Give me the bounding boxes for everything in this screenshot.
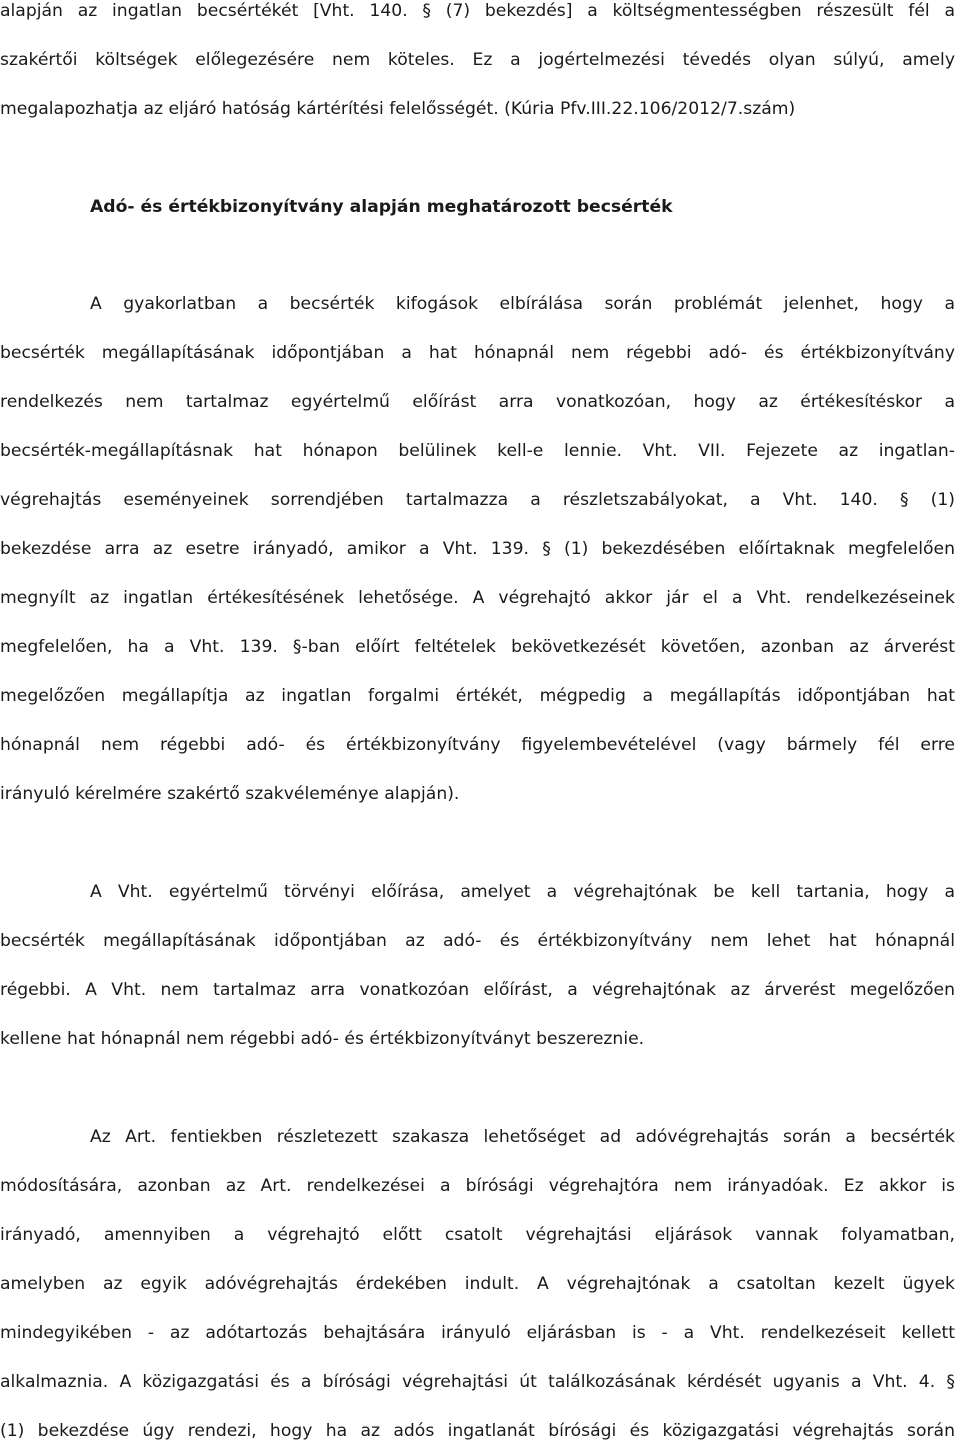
paragraph1-line: megelőzően megállapítja az ingatlan forgalmi értékét, mégpedig a megállapítás időpontjában hat — [0, 686, 955, 706]
paragraph3-line: amelyben az egyik adóvégrehajtás érdekében indult. A végrehajtónak a csatoltan kezelt ügyek — [0, 1274, 955, 1294]
paragraph2-line: kellene hat hónapnál nem régebbi adó- és értékbizonyítványt beszereznie. — [0, 1029, 645, 1049]
paragraph3-line: Az Art. fentiekben részletezett szakasza lehetőséget ad adóvégrehajtás során a becsérték — [90, 1127, 955, 1147]
paragraph1-line: becsérték-megállapításnak hat hónapon belülinek kell-e lennie. Vht. VII. Fejezete az ingatlan- — [0, 441, 955, 461]
paragraph3-line: (1) bekezdése úgy rendezi, hogy ha az adós ingatlanát bírósági és közigazgatási végrehajtás során — [0, 1421, 955, 1441]
section-heading: Adó- és értékbizonyítvány alapján meghatározott becsérték — [90, 197, 673, 217]
paragraph1-line: A gyakorlatban a becsérték kifogások elbírálása során problémát jelenhet, hogy a — [90, 294, 955, 314]
paragraph2-line: becsérték megállapításának időpontjában az adó- és értékbizonyítvány nem lehet hat hónapnál — [0, 931, 955, 951]
paragraph1-line: irányuló kérelmére szakértő szakvéleménye alapján). — [0, 784, 460, 804]
paragraph3-line: alkalmaznia. A közigazgatási és a bírósági végrehajtási út találkozásának kérdését ugyanis a Vht. 4. § — [0, 1372, 955, 1392]
intro-line: megalapozhatja az eljáró hatóság kártérítési felelősségét. (Kúria Pfv.III.22.106/2012/7.szám) — [0, 99, 796, 119]
paragraph1-line: becsérték megállapításának időpontjában a hat hónapnál nem régebbi adó- és értékbizonyítvány — [0, 343, 955, 363]
paragraph1-line: megfelelően, ha a Vht. 139. §-ban előírt feltételek bekövetkezését követően, azonban az árverést — [0, 637, 955, 657]
paragraph1-line: rendelkezés nem tartalmaz egyértelmű előírást arra vonatkozóan, hogy az értékesítéskor a — [0, 392, 955, 412]
intro-line: szakértői költségek előlegezésére nem köteles. Ez a jogértelmezési tévedés olyan súlyú, amely — [0, 50, 955, 70]
paragraph1-line: bekezdése arra az esetre irányadó, amikor a Vht. 139. § (1) bekezdésében előírtaknak megfelelően — [0, 539, 955, 559]
paragraph1-line: végrehajtás eseményeinek sorrendjében tartalmazza a részletszabályokat, a Vht. 140. § (1) — [0, 490, 955, 510]
intro-line: alapján az ingatlan becsértékét [Vht. 140. § (7) bekezdés] a költségmentességben részesült fél a — [0, 1, 955, 21]
paragraph1-line: hónapnál nem régebbi adó- és értékbizonyítvány figyelembevételével (vagy bármely fél erre — [0, 735, 955, 755]
paragraph1-line: megnyílt az ingatlan értékesítésének lehetősége. A végrehajtó akkor jár el a Vht. rendelkezéseinek — [0, 588, 955, 608]
paragraph3-line: mindegyikében - az adótartozás behajtására irányuló eljárásban is - a Vht. rendelkezéseit kellett — [0, 1323, 955, 1343]
paragraph2-line: A Vht. egyértelmű törvényi előírása, amelyet a végrehajtónak be kell tartania, hogy a — [90, 882, 955, 902]
paragraph2-line: régebbi. A Vht. nem tartalmaz arra vonatkozóan előírást, a végrehajtónak az árverést megelőzően — [0, 980, 955, 1000]
paragraph3-line: irányadó, amennyiben a végrehajtó előtt csatolt végrehajtási eljárások vannak folyamatban, — [0, 1225, 955, 1245]
paragraph3-line: módosítására, azonban az Art. rendelkezései a bírósági végrehajtóra nem irányadóak. Ez akkor is — [0, 1176, 955, 1196]
